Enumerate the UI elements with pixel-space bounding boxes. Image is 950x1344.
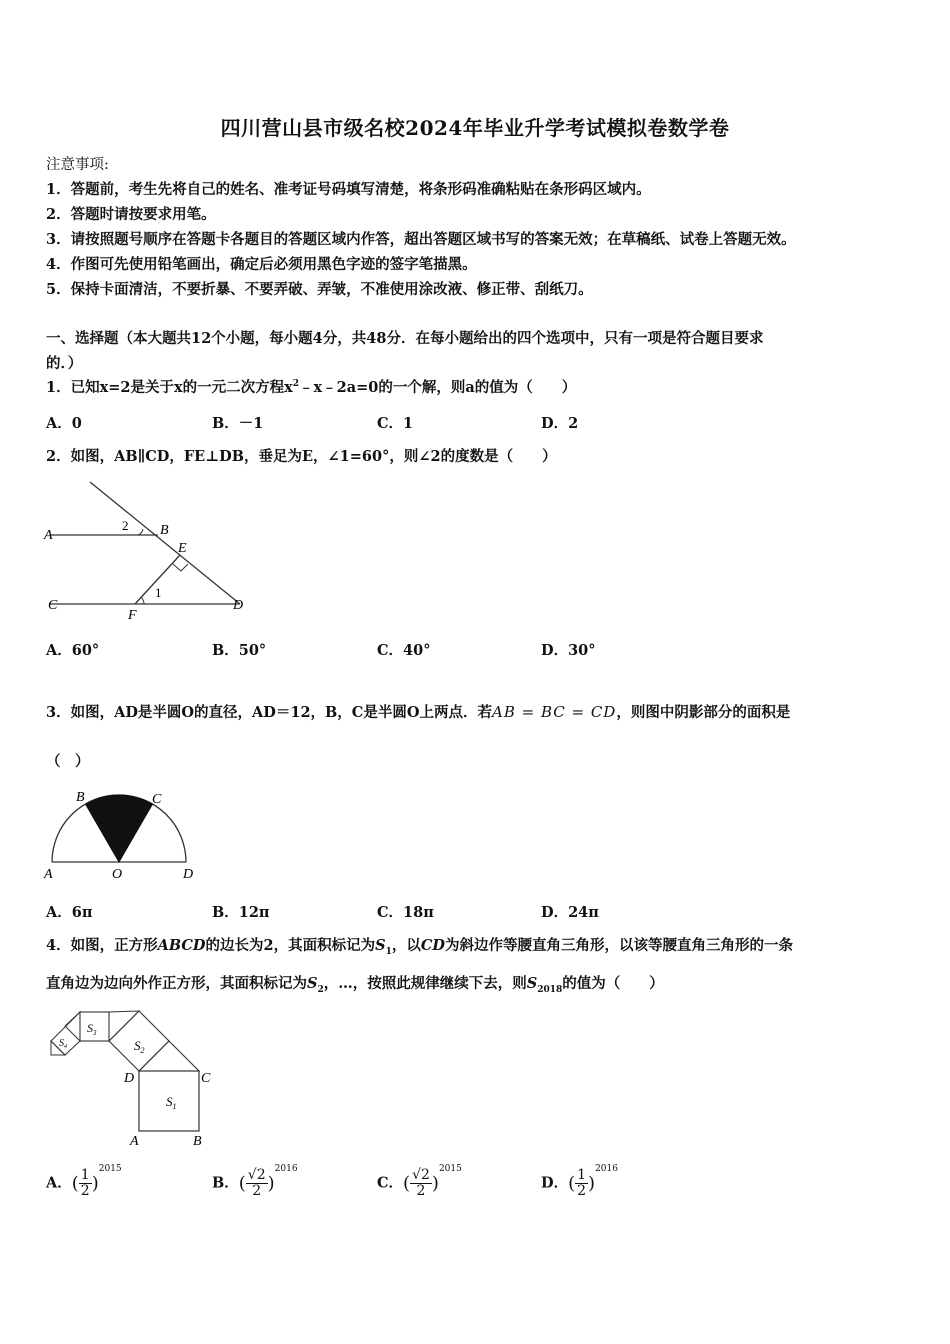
q4-option-b[interactable]: B．( $\frac{√2}{2}$ )$^{2016}$ bbox=[212, 1164, 298, 1199]
arc-equation: AB = BC = CD bbox=[491, 703, 617, 721]
label-b: B bbox=[160, 523, 169, 538]
page-title: 四川营山县市级名校2024年毕业升学考试模拟卷数学卷 bbox=[220, 116, 730, 140]
q3-option-b[interactable]: B．12π bbox=[212, 904, 270, 921]
q4-option-d[interactable]: D．( $\frac{1}{2}$ )$^{2016}$ bbox=[541, 1164, 618, 1199]
notice-item: 2．答题时请按要求用笔。 bbox=[46, 206, 216, 223]
label-e: E bbox=[178, 541, 187, 556]
label-c: C bbox=[48, 598, 58, 613]
label-d: D bbox=[183, 867, 194, 882]
triangle-cd bbox=[139, 1041, 199, 1071]
label-b: B bbox=[193, 1134, 202, 1149]
label-s2: $S_2$ bbox=[134, 1038, 145, 1055]
label-angle-2: 2 bbox=[122, 518, 129, 533]
notice-item: 3．请按照题号顺序在答题卡各题目的答题区域内作答，超出答题区域书写的答案无效；在草稿纸、试卷上答题无效。 bbox=[46, 231, 796, 248]
label-o: O bbox=[112, 867, 123, 882]
q3-figure bbox=[40, 785, 210, 885]
angle-1-arc bbox=[141, 597, 144, 604]
section-heading-cont: 的．） bbox=[46, 355, 83, 372]
question-3-stem: 3．如图，AD是半圆O的直径，AD＝12，B，C是半圆O上两点．若AB = BC = CD，则图中阴影部分的面积是 bbox=[46, 703, 791, 721]
q4-option-a[interactable]: A．( $\frac{1}{2}$ )$^{2015}$ bbox=[46, 1164, 122, 1199]
notice-item: 1．答题前，考生先将自己的姓名、准考证号码填写清楚，将条形码准确粘贴在条形码区域内。 bbox=[46, 181, 651, 198]
q2-figure bbox=[40, 478, 260, 624]
label-f: F bbox=[128, 608, 137, 623]
q4-option-c[interactable]: C．( $\frac{√2}{2}$ )$^{2015}$ bbox=[377, 1164, 462, 1199]
q2-option-a[interactable]: A．60° bbox=[46, 642, 100, 659]
label-a: A bbox=[130, 1134, 139, 1149]
shaded-sector bbox=[86, 795, 153, 862]
label-c: C bbox=[201, 1071, 211, 1086]
question-1-stem: 1．已知x=2是关于x的一元二次方程$x^2﹣x﹣2a=0$的一个解，则a的值为（ ） bbox=[46, 379, 577, 396]
triangle-s2 bbox=[109, 1011, 139, 1041]
label-b: B bbox=[76, 790, 85, 805]
notice-item: 4．作图可先使用铅笔画出，确定后必须用黑色字迹的签字笔描黑。 bbox=[46, 256, 477, 273]
section-heading: 一、选择题（本大题共12个小题，每小题4分，共48分．在每小题给出的四个选项中，只有一项是符合题目要求 bbox=[46, 330, 764, 347]
q4-figure bbox=[44, 1008, 219, 1150]
q3-option-d[interactable]: D．24π bbox=[541, 904, 599, 921]
line-bd bbox=[90, 482, 240, 604]
label-d: D bbox=[233, 598, 244, 613]
label-s4: $S_4$ bbox=[59, 1038, 67, 1050]
label-a: A bbox=[44, 867, 53, 882]
right-angle-mark bbox=[173, 564, 188, 571]
label-s3: $S_3$ bbox=[87, 1021, 97, 1037]
question-3-blank: （ ） bbox=[46, 753, 90, 770]
q2-option-c[interactable]: C．40° bbox=[377, 642, 431, 659]
question-4-stem-line2: 直角边为边向外作正方形，其面积标记为$S_2$，…，按照此规律继续下去，则$S_{2018}$的值为（ ） bbox=[46, 975, 664, 995]
notice-heading: 注意事项: bbox=[46, 157, 109, 173]
notice-item: 5．保持卡面清洁，不要折暴、不要弄破、弄皱，不准使用涂改液、修正带、刮纸刀。 bbox=[46, 281, 593, 298]
label-angle-1: 1 bbox=[155, 585, 162, 600]
q1-option-a[interactable]: A．0 bbox=[46, 415, 82, 432]
q3-option-c[interactable]: C．18π bbox=[377, 904, 434, 921]
question-2-stem: 2．如图，AB∥CD，FE⊥DB，垂足为E，∠1=60°，则∠2的度数是（ ） bbox=[46, 448, 557, 465]
q1-option-b[interactable]: B．－1 bbox=[212, 415, 264, 432]
label-d: D bbox=[124, 1071, 135, 1086]
q1-option-c[interactable]: C．1 bbox=[377, 415, 414, 432]
label-a: A bbox=[44, 528, 53, 543]
angle-2-arc bbox=[138, 529, 143, 535]
triangle-s3 bbox=[65, 1012, 80, 1041]
question-4-stem-line1: 4．如图，正方形ABCD的边长为2，其面积标记为$S_1$，以CD为斜边作等腰直角三角形，以该等腰直角三角形的一条 bbox=[46, 937, 793, 957]
q2-option-b[interactable]: B．50° bbox=[212, 642, 267, 659]
label-c: C bbox=[152, 792, 162, 807]
q2-option-d[interactable]: D．30° bbox=[541, 642, 596, 659]
label-s1: $S_1$ bbox=[166, 1094, 177, 1111]
q3-option-a[interactable]: A．6π bbox=[46, 904, 93, 921]
q1-option-d[interactable]: D．2 bbox=[541, 415, 579, 432]
